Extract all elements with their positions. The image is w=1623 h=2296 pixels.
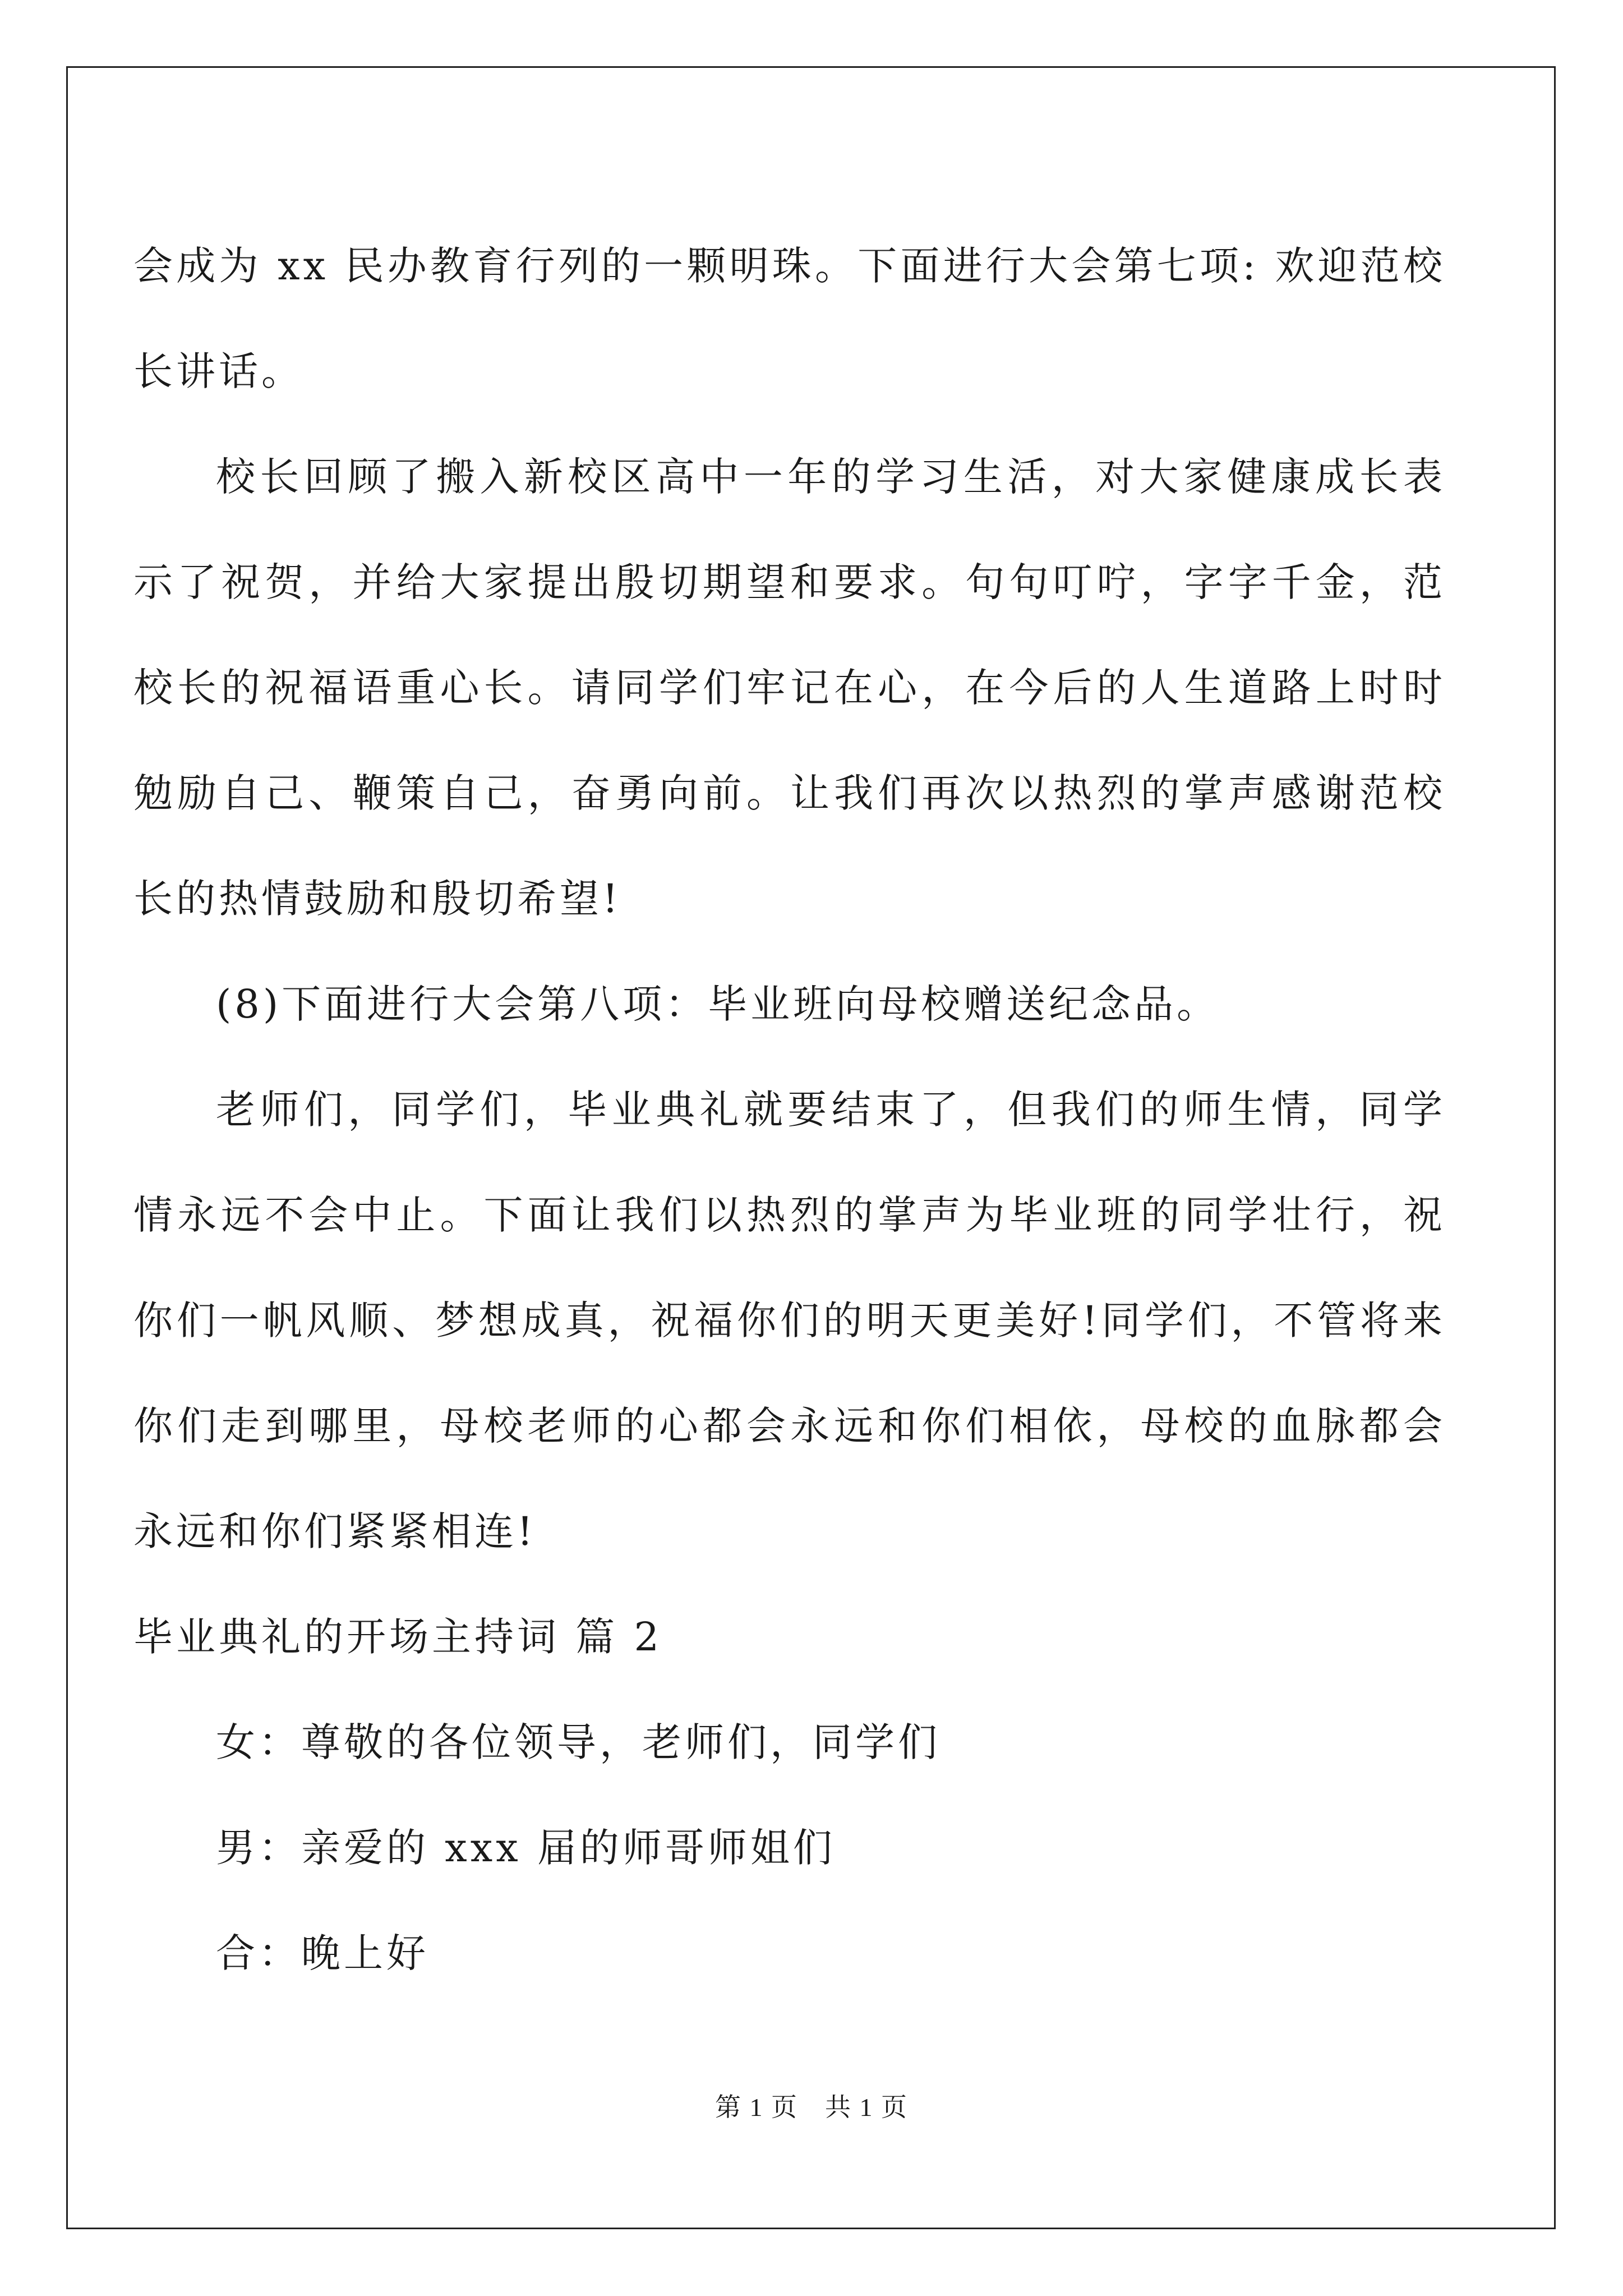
- text-line: 情永远不会中止。下面让我们以热烈的掌声为毕业班的同学壮行，祝: [133, 1192, 1446, 1238]
- text-line: 校长回顾了搬入新校区高中一年的学习生活，对大家健康成长表: [216, 454, 1446, 500]
- text-line: 永远和你们紧紧相连!: [133, 1508, 537, 1554]
- text-line: 男：亲爱的 xxx 届的师哥师姐们: [216, 1825, 836, 1871]
- text-line: 你们走到哪里，母校老师的心都会永远和你们相依，母校的血脉都会: [133, 1403, 1446, 1449]
- text-line: 校长的祝福语重心长。请同学们牢记在心，在今后的人生道路上时时: [133, 665, 1446, 711]
- text-line: 合：晚上好: [216, 1930, 429, 1976]
- text-line: 会成为 xx 民办教育行列的一颗明珠。下面进行大会第七项: 欢迎范校: [133, 243, 1446, 289]
- text-line: (8)下面进行大会第八项：毕业班向母校赠送纪念品。: [216, 981, 1220, 1027]
- text-line: 你们一帆风顺、梦想成真，祝福你们的明天更美好!同学们，不管将来: [133, 1297, 1446, 1343]
- section-heading: 毕业典礼的开场主持词 篇 2: [133, 1614, 663, 1660]
- text-line: 长的热情鼓励和殷切希望!: [133, 876, 622, 922]
- page-footer: 第 1 页 共 1 页: [715, 2093, 908, 2122]
- text-line: 长讲话。: [133, 348, 304, 394]
- text-line: 示了祝贺，并给大家提出殷切期望和要求。句句叮咛，字字千金，范: [133, 559, 1446, 605]
- text-line: 勉励自己、鞭策自己，奋勇向前。让我们再次以热烈的掌声感谢范校: [133, 770, 1446, 816]
- text-line: 老师们，同学们，毕业典礼就要结束了，但我们的师生情，同学: [216, 1087, 1446, 1133]
- text-line: 女：尊敬的各位领导，老师们，同学们: [216, 1719, 940, 1765]
- document-body: [133, 213, 1446, 2006]
